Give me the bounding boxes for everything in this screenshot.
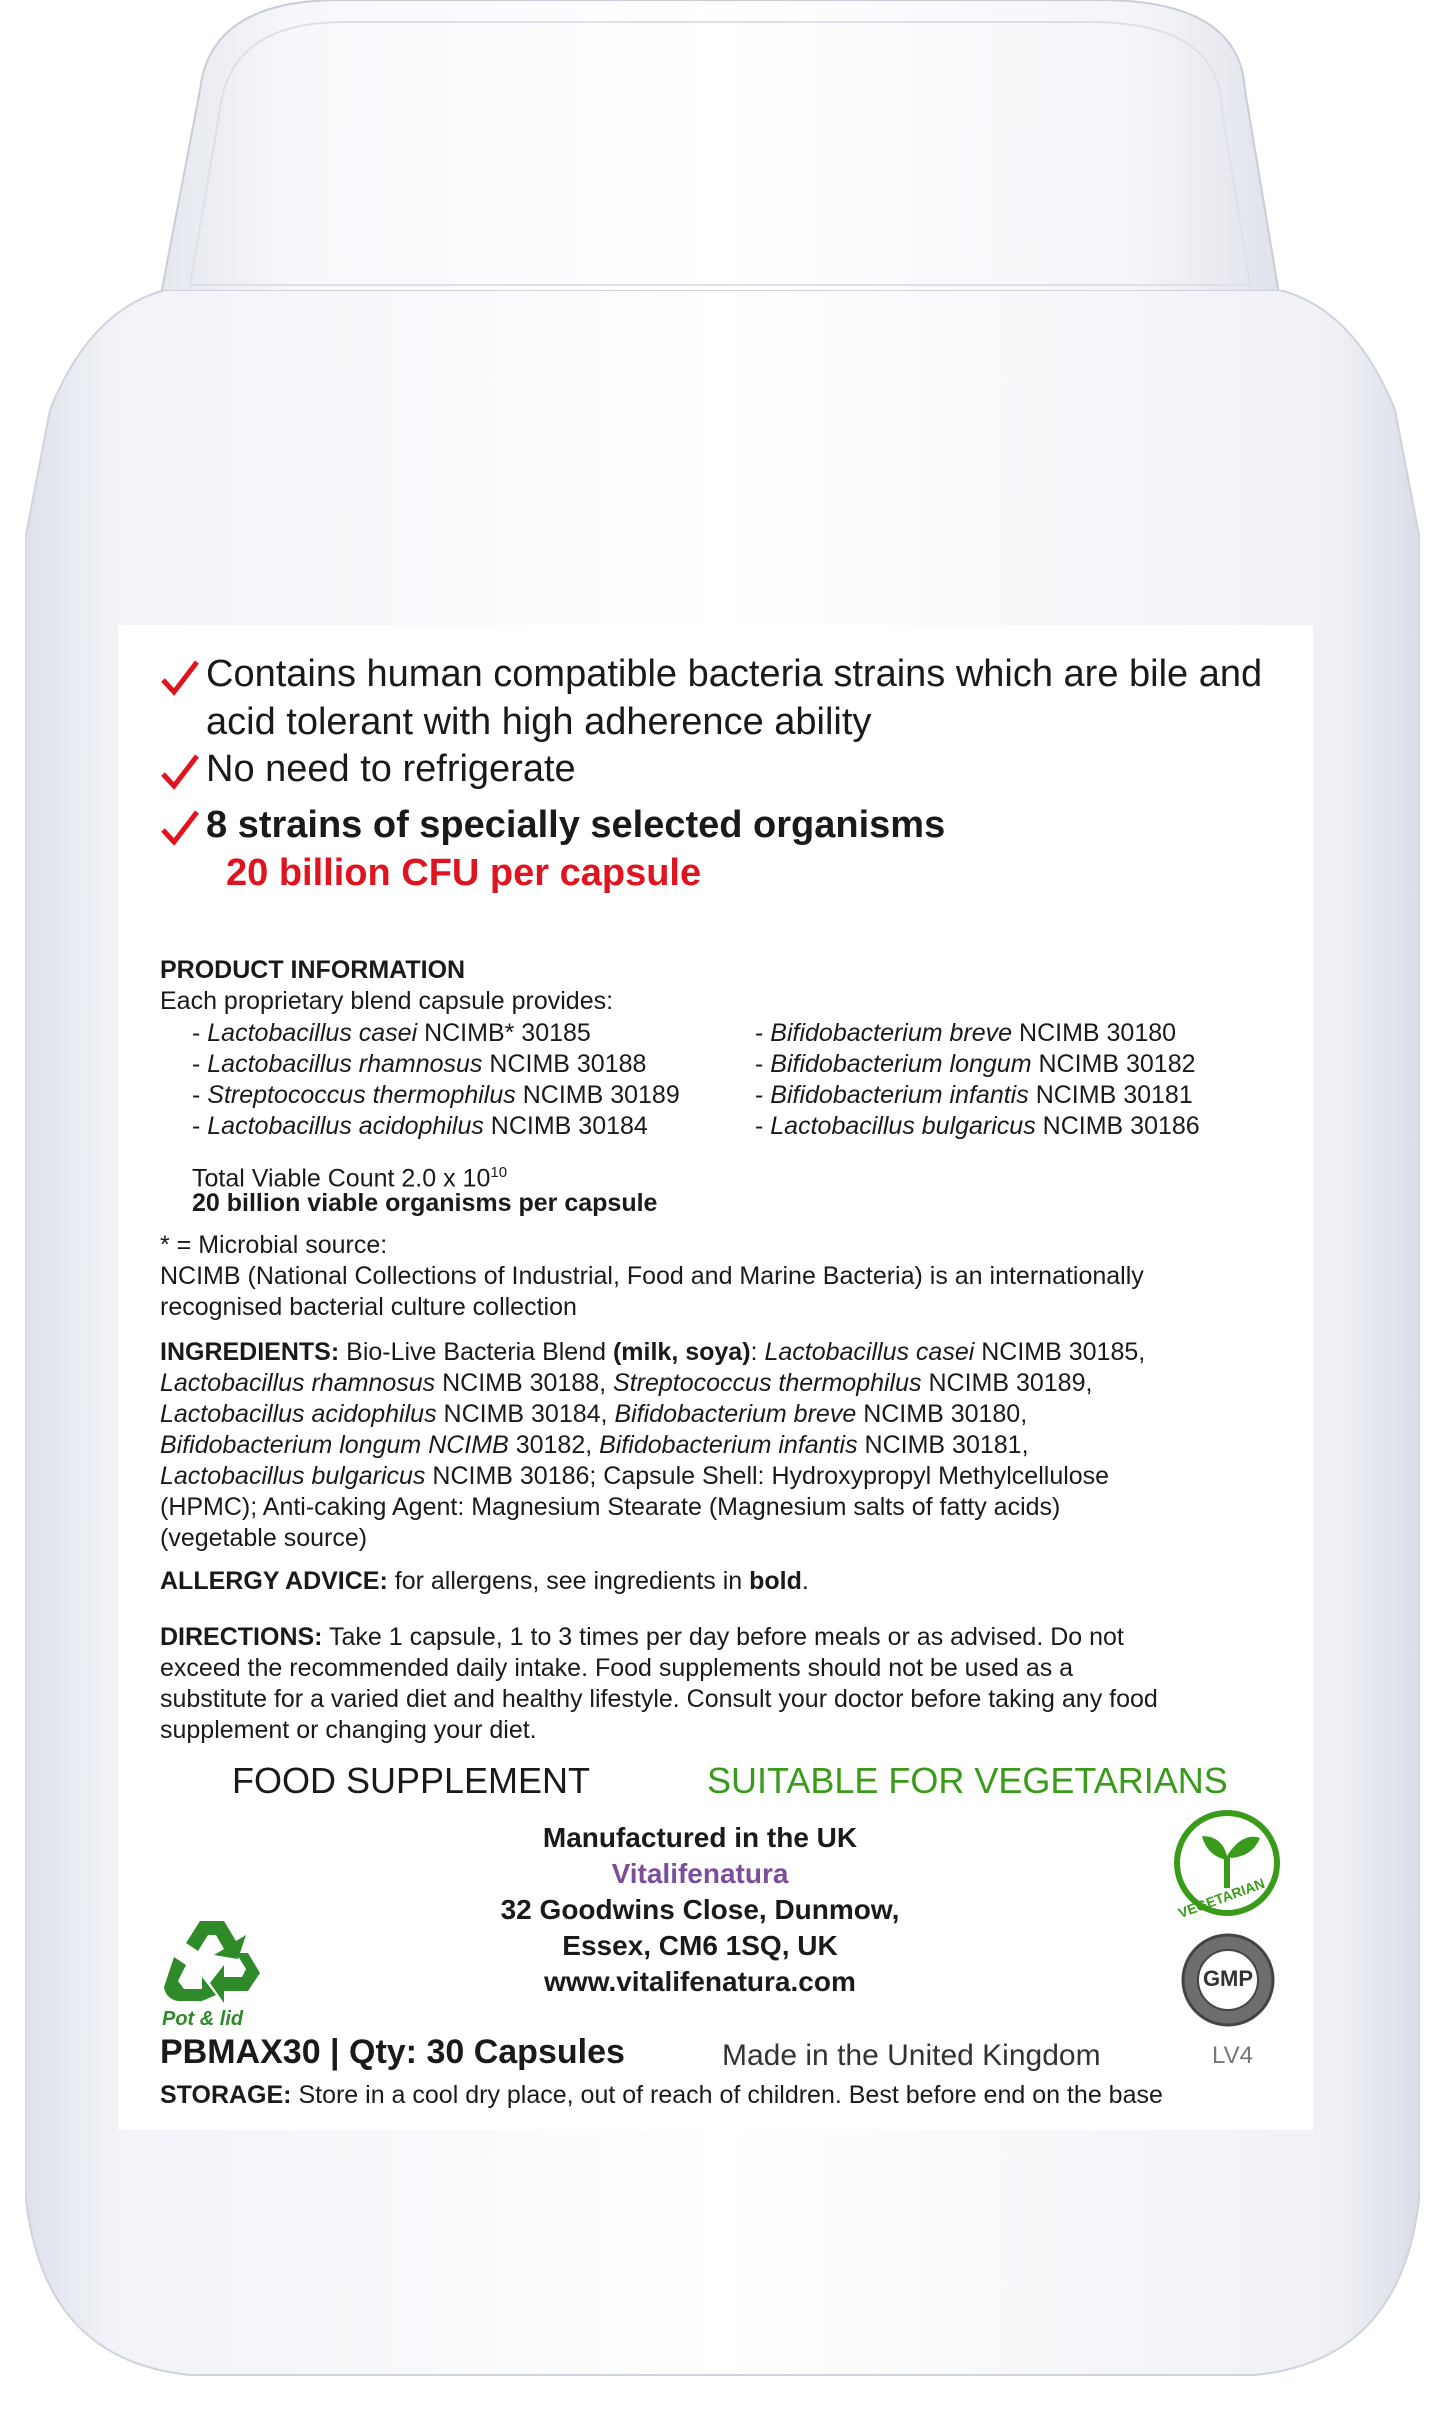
total-viable-count: Total Viable Count 2.0 x $10^{10}$ bbox=[192, 1164, 508, 1193]
food-supplement: FOOD SUPPLEMENT bbox=[232, 1760, 591, 1801]
feature-2: No need to refrigerate bbox=[206, 748, 576, 790]
microbial-heading: * = Microbial source: bbox=[160, 1231, 388, 1259]
strain-right-3: - Bifidobacterium infantis NCIMB 30181 bbox=[755, 1081, 1193, 1109]
address-line-2: Essex, CM6 1SQ, UK bbox=[562, 1930, 838, 1961]
strain-right-1: - Bifidobacterium breve NCIMB 30180 bbox=[755, 1019, 1177, 1047]
microbial-line-2: recognised bacterial culture collection bbox=[160, 1293, 577, 1321]
recycle-label: Pot & lid bbox=[162, 2008, 244, 2030]
directions-line-2: exceed the recommended daily intake. Food supplements should not be used as a bbox=[160, 1654, 1074, 1682]
microbial-line-1: NCIMB (National Collections of Industrial, Food and Marine Bacteria) is an internationally bbox=[160, 1262, 1144, 1290]
ingredients-line-3: Lactobacillus acidophilus NCIMB 30184, Bifidobacterium breve NCIMB 30180, bbox=[160, 1400, 1028, 1428]
viable-organisms: 20 billion viable organisms per capsule bbox=[192, 1189, 658, 1217]
strain-left-2: - Lactobacillus rhamnosus NCIMB 30188 bbox=[192, 1050, 647, 1078]
ingredients-line-5: Lactobacillus bulgaricus NCIMB 30186; Capsule Shell: Hydroxypropyl Methylcellulose bbox=[160, 1462, 1110, 1490]
red-check-icon bbox=[160, 808, 200, 848]
strain-left-4: - Lactobacillus acidophilus NCIMB 30184 bbox=[192, 1112, 648, 1140]
manufactured-in-uk: Manufactured in the UK bbox=[542, 1822, 858, 1853]
made-in-uk: Made in the United Kingdom bbox=[722, 2039, 1101, 2072]
directions-line-3: substitute for a varied diet and healthy lifestyle. Consult your doctor before taking any food bbox=[160, 1685, 1158, 1713]
feature-1-line-2: acid tolerant with high adherence ability bbox=[206, 701, 872, 743]
storage: STORAGE: Store in a cool dry place, out of reach of children. Best before end on the base bbox=[160, 2081, 1163, 2109]
product-info-heading: PRODUCT INFORMATION bbox=[160, 956, 466, 984]
cfu-highlight: 20 billion CFU per capsule bbox=[226, 852, 702, 894]
directions-line-4: supplement or changing your diet. bbox=[160, 1716, 537, 1744]
red-check-icon bbox=[160, 658, 200, 698]
suitable-for-vegetarians: SUITABLE FOR VEGETARIANS bbox=[707, 1760, 1228, 1801]
strain-right-2: - Bifidobacterium longum NCIMB 30182 bbox=[755, 1050, 1196, 1078]
address-line-1: 32 Goodwins Close, Dunmow, bbox=[500, 1894, 900, 1925]
brand-name: Vitalifenatura bbox=[611, 1858, 789, 1889]
feature-3: 8 strains of specially selected organisms bbox=[206, 804, 946, 846]
version-code: LV4 bbox=[1212, 2042, 1253, 2069]
product-code-qty: PBMAX30 | Qty: 30 Capsules bbox=[160, 2033, 625, 2071]
red-check-icon bbox=[160, 752, 200, 792]
ingredients-line-6: (HPMC); Anti-caking Agent: Magnesium Stearate (Magnesium salts of fatty acids) bbox=[160, 1493, 1061, 1521]
recycle-icon bbox=[162, 1915, 262, 2005]
strain-left-3: - Streptococcus thermophilus NCIMB 30189 bbox=[192, 1081, 680, 1109]
strain-right-4: - Lactobacillus bulgaricus NCIMB 30186 bbox=[755, 1112, 1200, 1140]
product-info-intro: Each proprietary blend capsule provides: bbox=[160, 987, 614, 1015]
bottle-lid bbox=[160, 0, 1280, 300]
ingredients-line-2: Lactobacillus rhamnosus NCIMB 30188, Streptococcus thermophilus NCIMB 30189, bbox=[160, 1369, 1093, 1397]
website: www.vitalifenatura.com bbox=[544, 1966, 856, 1997]
feature-1-line-1: Contains human compatible bacteria strains which are bile and bbox=[206, 653, 1263, 695]
directions-line-1: DIRECTIONS: Take 1 capsule, 1 to 3 times per day before meals or as advised. Do not bbox=[160, 1623, 1124, 1651]
gmp-badge-text: GMP bbox=[1202, 1966, 1254, 1991]
strain-left-1: - Lactobacillus casei NCIMB* 30185 bbox=[192, 1019, 591, 1047]
ingredients-line-4: Bifidobacterium longum NCIMB 30182, Bifidobacterium infantis NCIMB 30181, bbox=[160, 1431, 1029, 1459]
ingredients-line-7: (vegetable source) bbox=[160, 1524, 368, 1552]
vegetarian-badge-text: VEGETARIAN bbox=[1176, 1874, 1267, 1922]
allergy-advice: ALLERGY ADVICE: for allergens, see ingredients in bold. bbox=[160, 1567, 809, 1595]
ingredients-line-1: INGREDIENTS: Bio-Live Bacteria Blend (milk, soya): Lactobacillus casei NCIMB 30185, bbox=[160, 1338, 1146, 1366]
